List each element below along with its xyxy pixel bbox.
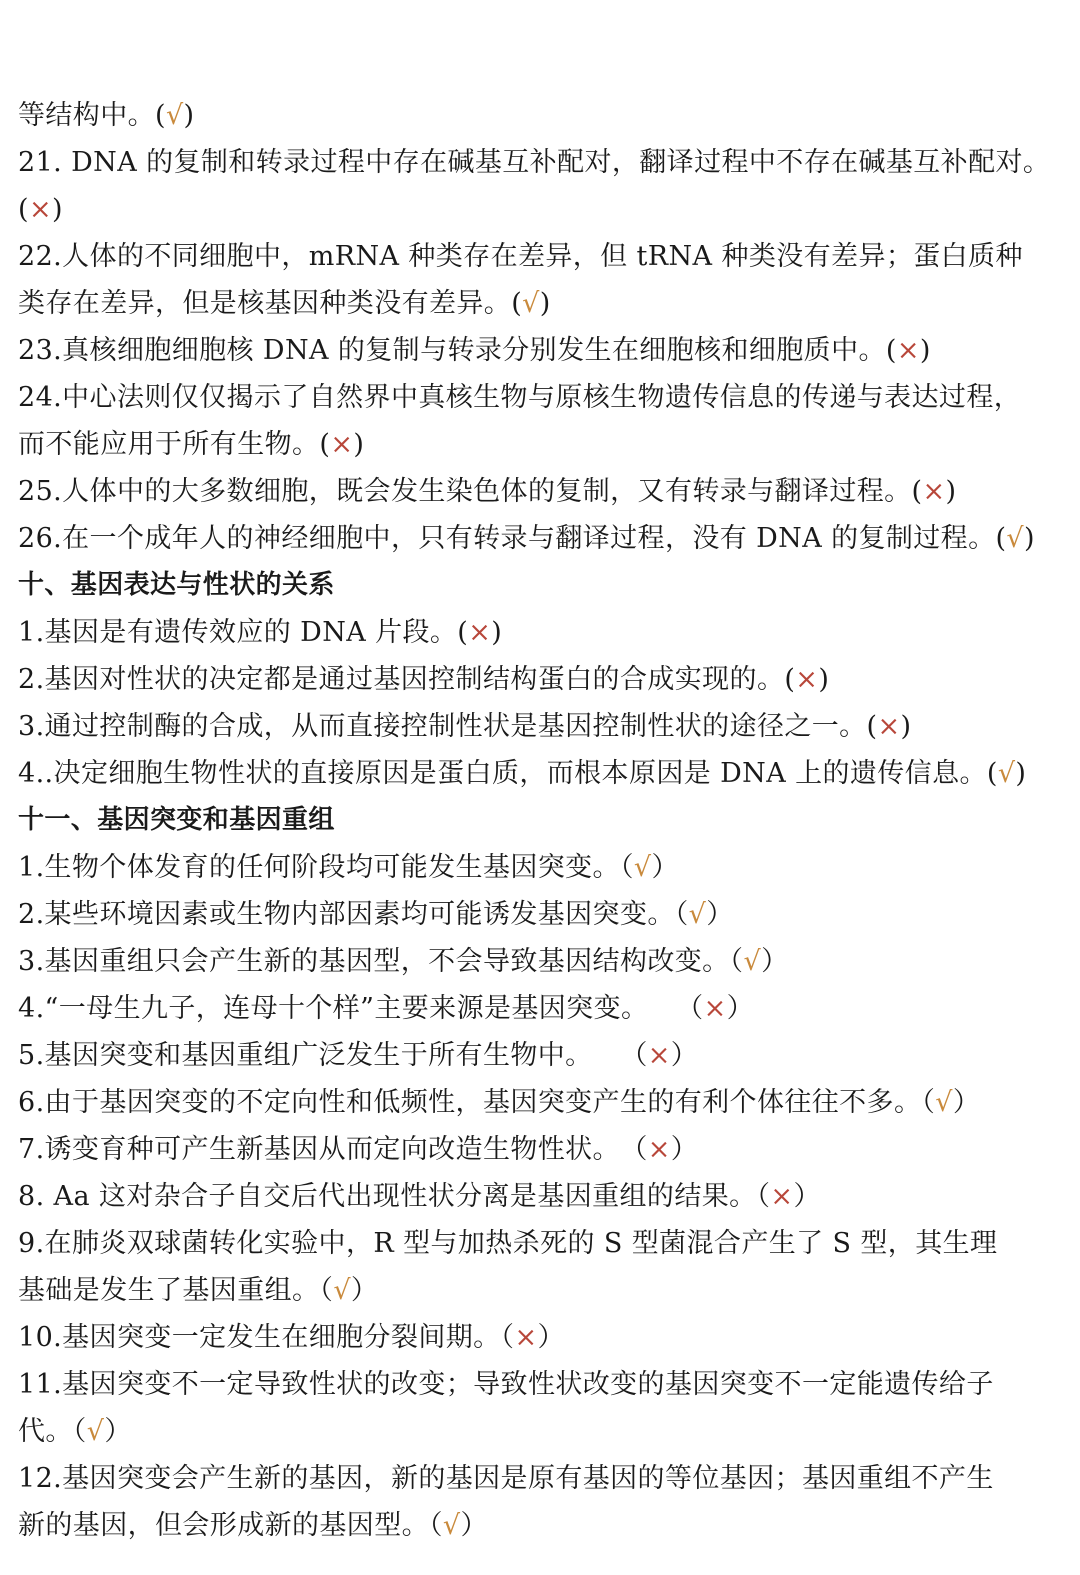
- line-text: (: [18, 194, 29, 225]
- line-text: 4..决定细胞生物性状的直接原因是蛋白质，而根本原因是 DNA 上的遗传信息。(: [18, 758, 998, 789]
- text-line: [18, 421, 1066, 468]
- cross-mark-icon: ×: [514, 1322, 538, 1353]
- text-line: [18, 1361, 1066, 1408]
- line-text: 25.人体中的大多数细胞，既会发生染色体的复制，又有转录与翻译过程。(: [18, 476, 923, 507]
- document-page: [18, 92, 1066, 1549]
- text-line: [18, 891, 1066, 938]
- text-line: [18, 609, 1066, 656]
- text-line: [18, 844, 1066, 891]
- text-line: [18, 1502, 1066, 1549]
- cross-mark-icon: ×: [877, 711, 901, 742]
- line-text: 21. DNA 的复制和转录过程中存在碱基互补配对，翻译过程中不存在碱基互补配对。: [18, 147, 1051, 178]
- section-heading: 十一、基因突变和基因重组: [18, 805, 335, 835]
- line-text: 代。（: [18, 1416, 87, 1447]
- line-text: 9.在肺炎双球菌转化实验中，R 型与加热杀死的 S 型菌混合产生了 S 型，其生理: [18, 1228, 998, 1259]
- line-tail: ): [900, 711, 912, 742]
- check-mark-icon: √: [688, 899, 707, 930]
- line-text: 10.基因突变一定发生在细胞分裂间期。（: [18, 1322, 515, 1353]
- check-mark-icon: √: [442, 1510, 461, 1541]
- line-text: 6.由于基因突变的不定向性和低频性，基因突变产生的有利个体往往不多。（: [18, 1087, 936, 1118]
- line-text: 基础是发生了基因重组。（: [18, 1275, 334, 1306]
- cross-mark-icon: ×: [896, 335, 920, 366]
- text-line: [18, 1455, 1066, 1502]
- line-tail: ）: [761, 946, 789, 977]
- line-text: 7.诱变育种可产生新基因从而定向改造生物性状。 （: [18, 1134, 648, 1165]
- text-line: [18, 750, 1066, 797]
- cross-mark-icon: ×: [647, 1040, 671, 1071]
- line-text: 11.基因突变不一定导致性状的改变；导致性状改变的基因突变不一定能遗传给子: [18, 1369, 994, 1400]
- line-tail: ）: [651, 852, 679, 883]
- line-text: 1.生物个体发育的任何阶段均可能发生基因突变。（: [18, 852, 634, 883]
- check-mark-icon: √: [333, 1275, 351, 1306]
- line-text: 22.人体的不同细胞中，mRNA 种类存在差异，但 tRNA 种类没有差异；蛋白质种: [18, 241, 1023, 272]
- cross-mark-icon: ×: [647, 1134, 671, 1165]
- line-tail: ): [353, 429, 365, 460]
- line-tail: ）: [350, 1275, 379, 1306]
- section-heading: 十、基因表达与性状的关系: [18, 570, 335, 600]
- text-line: [18, 703, 1066, 750]
- line-tail: ）: [104, 1416, 132, 1447]
- line-text: 2.基因对性状的决定都是通过基因控制结构蛋白的合成实现的。(: [18, 664, 796, 695]
- text-line: [18, 92, 1066, 139]
- check-mark-icon: √: [165, 100, 184, 131]
- line-tail: ）: [460, 1510, 488, 1541]
- cross-mark-icon: ×: [330, 429, 354, 460]
- text-line: [18, 233, 1066, 280]
- line-tail: ）: [726, 993, 755, 1024]
- line-text: 新的基因，但会形成新的基因型。（: [18, 1510, 443, 1541]
- line-tail: ）: [670, 1040, 699, 1071]
- line-tail: ）: [670, 1134, 699, 1165]
- text-line: [18, 374, 1066, 421]
- line-text: 5.基因突变和基因重组广泛发生于所有生物中。 （: [18, 1040, 648, 1071]
- cross-mark-icon: ×: [703, 993, 727, 1024]
- line-text: 24.中心法则仅仅揭示了自然界中真核生物与原核生物遗传信息的传递与表达过程，: [18, 382, 1022, 413]
- text-line: [18, 139, 1066, 186]
- line-text: 2.某些环境因素或生物内部因素均可能诱发基因突变。（: [18, 899, 689, 930]
- cross-mark-icon: ×: [922, 476, 946, 507]
- line-tail: ): [183, 100, 195, 131]
- line-tail: ): [818, 664, 830, 695]
- text-line: [18, 1173, 1066, 1220]
- cross-mark-icon: ×: [770, 1181, 794, 1212]
- line-text: 4.“一母生九子，连母十个样”主要来源是基因突变。 （: [18, 993, 704, 1024]
- line-text: 3.通过控制酶的合成，从而直接控制性状是基因控制性状的途径之一。(: [18, 711, 878, 742]
- check-mark-icon: √: [1006, 523, 1025, 554]
- check-mark-icon: √: [86, 1416, 105, 1447]
- line-tail: ）: [793, 1181, 821, 1212]
- line-tail: ）: [952, 1087, 981, 1118]
- text-line: [18, 1220, 1066, 1267]
- line-tail: ): [919, 335, 931, 366]
- text-line: [18, 280, 1066, 327]
- line-tail: ）: [537, 1322, 565, 1353]
- text-line: [18, 938, 1066, 985]
- line-tail: ）: [706, 899, 734, 930]
- text-line: [18, 1267, 1066, 1314]
- cross-mark-icon: ×: [795, 664, 819, 695]
- line-text: 等结构中。(: [18, 100, 166, 131]
- line-text: 类存在差异，但是核基因种类没有差异。(: [18, 288, 523, 319]
- check-mark-icon: √: [633, 852, 652, 883]
- cross-mark-icon: ×: [468, 617, 492, 648]
- check-mark-icon: √: [935, 1087, 953, 1118]
- text-line: [18, 1126, 1066, 1173]
- text-line: [18, 1314, 1066, 1361]
- line-tail: ): [51, 194, 63, 225]
- text-line: [18, 1079, 1066, 1126]
- line-tail: ): [491, 617, 503, 648]
- text-line: [18, 468, 1066, 515]
- text-line: [18, 327, 1066, 374]
- line-text: 8. Aa 这对杂合子自交后代出现性状分离是基因重组的结果。（: [18, 1181, 771, 1212]
- line-tail: ): [945, 476, 957, 507]
- check-mark-icon: √: [743, 946, 762, 977]
- text-line: [18, 1408, 1066, 1455]
- line-tail: ): [1015, 758, 1027, 789]
- check-mark-icon: √: [997, 758, 1016, 789]
- line-text: 26.在一个成年人的神经细胞中，只有转录与翻译过程，没有 DNA 的复制过程。(: [18, 523, 1007, 554]
- line-text: 1.基因是有遗传效应的 DNA 片段。(: [18, 617, 469, 648]
- check-mark-icon: √: [522, 288, 540, 319]
- cross-mark-icon: ×: [28, 194, 52, 225]
- text-line: [18, 656, 1066, 703]
- line-tail: ): [539, 288, 551, 319]
- line-text: 12.基因突变会产生新的基因，新的基因是原有基因的等位基因；基因重组不产生: [18, 1463, 994, 1494]
- text-line: [18, 1032, 1066, 1079]
- text-line: [18, 985, 1066, 1032]
- line-text: 3.基因重组只会产生新的基因型，不会导致基因结构改变。（: [18, 946, 744, 977]
- line-tail: ): [1024, 523, 1035, 554]
- text-line: [18, 186, 1066, 233]
- text-line: [18, 515, 1066, 562]
- line-text: 23.真核细胞细胞核 DNA 的复制与转录分别发生在细胞核和细胞质中。(: [18, 335, 897, 366]
- line-text: 而不能应用于所有生物。(: [18, 429, 331, 460]
